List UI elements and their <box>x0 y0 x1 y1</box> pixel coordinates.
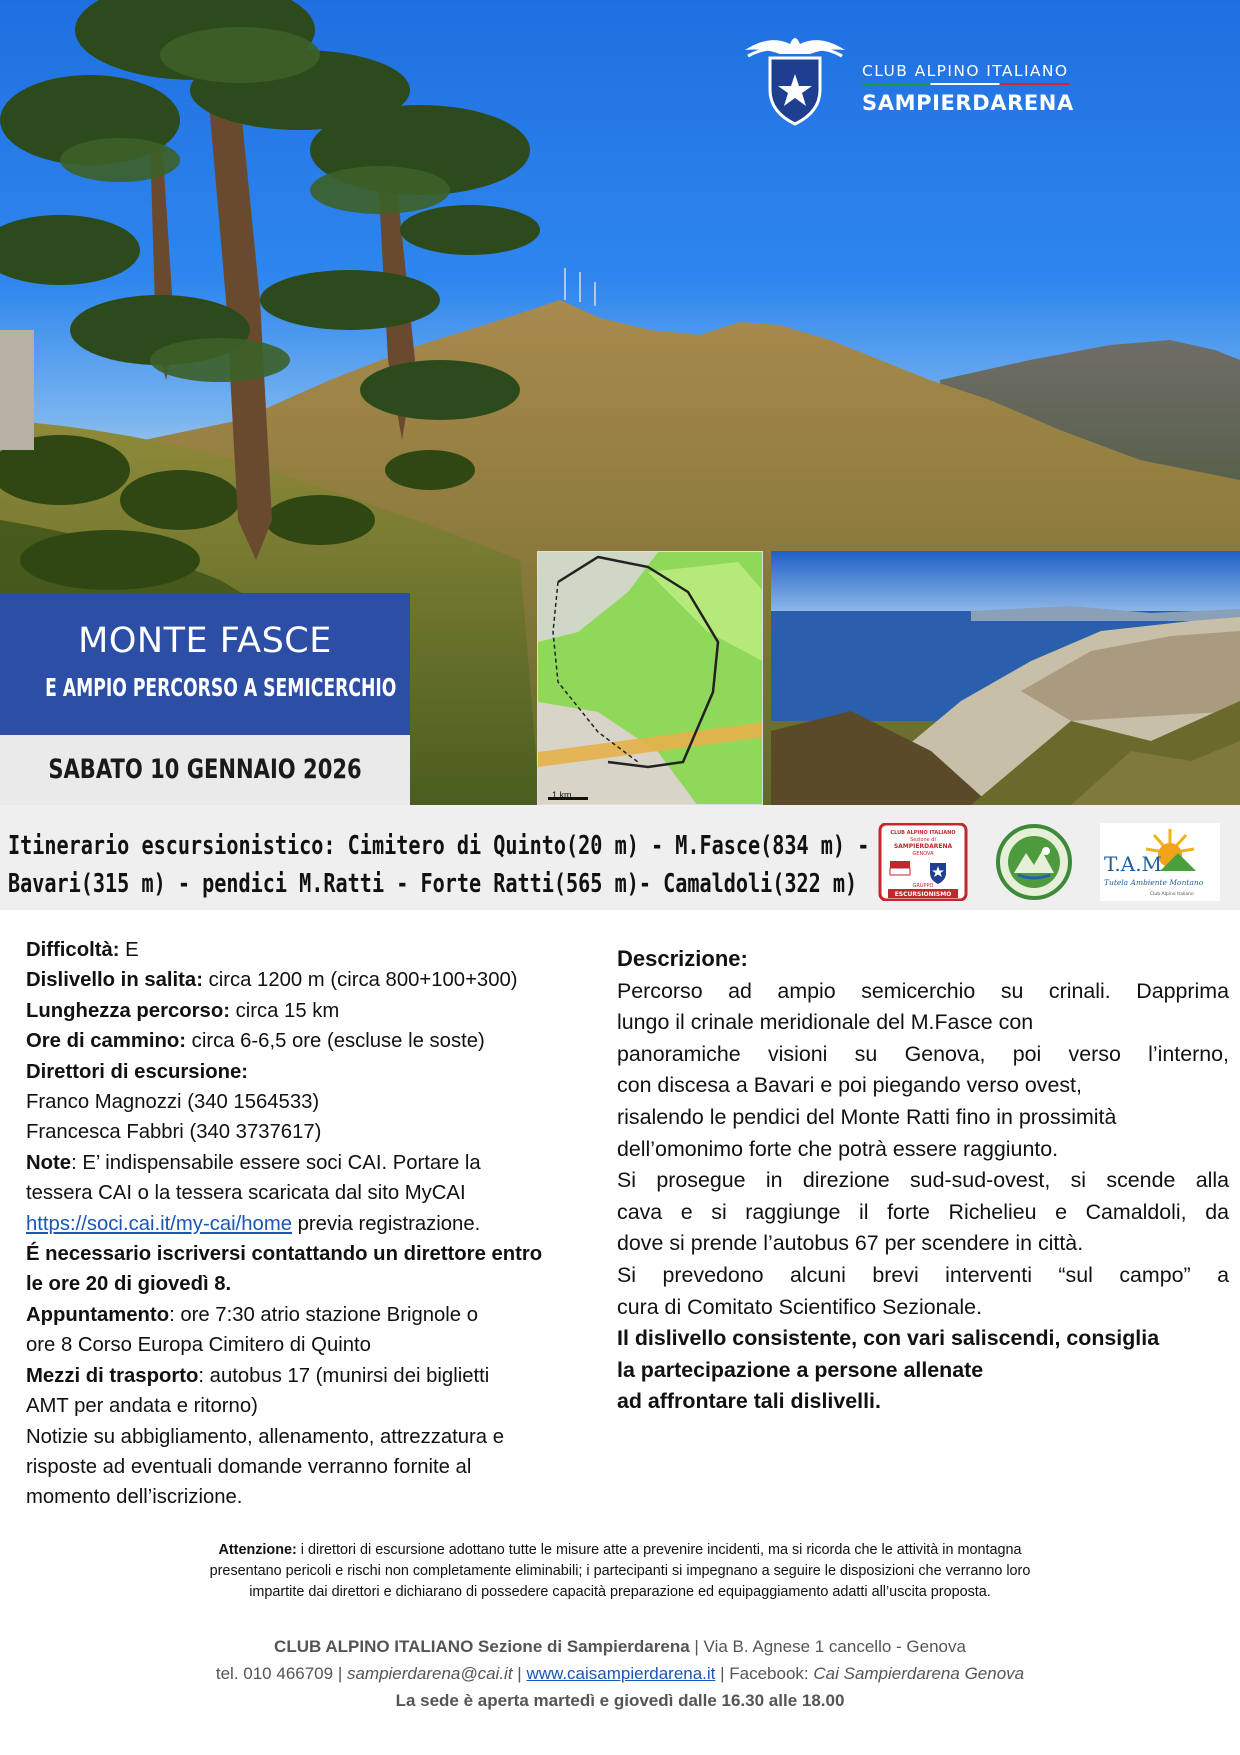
itinerary-line1: Itinerario escursionistico: Cimitero di Quinto(20 m) - M.Fasce(834 m) - <box>8 831 870 861</box>
notizie-text-1: Notizie su abbigliamento, allenamento, attrezzatura e <box>26 1425 505 1448</box>
route-map-image <box>538 552 763 805</box>
iscrizione-line2 <box>26 1269 591 1299</box>
footer-facebook[interactable]: Cai Sampierdarena Genova <box>813 1664 1025 1683</box>
notizie-text-2: risposte ad eventuali domande verranno fornite al <box>26 1455 472 1478</box>
ore-label: Ore di cammino: <box>26 1030 187 1053</box>
note-label: Note <box>26 1151 72 1174</box>
description-column <box>617 943 1229 1418</box>
dislivello-row <box>26 965 591 995</box>
note-text-3: previa registrazione. <box>292 1212 481 1235</box>
lunghezza-row <box>26 996 591 1026</box>
footer-tel: tel. 010 466709 | <box>215 1664 347 1683</box>
note-text-2: tessera CAI o la tessera scaricata dal sito MyCAI <box>26 1182 466 1205</box>
mezzi-row <box>26 1361 591 1391</box>
lunghezza-label: Lunghezza percorso: <box>26 999 230 1022</box>
direttore-2: Francesca Fabbri (340 3737617) <box>26 1121 322 1144</box>
lunghezza-value: circa 15 km <box>229 999 340 1022</box>
description-bold-1: Il dislivello consistente, con vari saliscendi, consiglia <box>617 1326 1160 1351</box>
description-line-5: risalendo le pendici del Monte Ratti fino in prossimità <box>617 1104 1117 1129</box>
footer-facebook-label: | Facebook: <box>715 1664 814 1683</box>
tam-title: T.A.M. <box>1104 852 1169 876</box>
description-bold-3: ad affrontare tali dislivelli. <box>617 1389 881 1414</box>
appuntamento-text-1: : ore 7:30 atrio stazione Brignole o <box>169 1303 478 1326</box>
footer-email[interactable]: sampierdarena@cai.it <box>346 1664 513 1683</box>
description-bold-2: la partecipazione a persone allenate <box>617 1357 984 1382</box>
attention-text-2: presentano pericoli e rischi non completamente eliminabili; i partecipanti si impegnano a seguire le disposizioni che verranno loro <box>209 1563 1031 1579</box>
difficolta-row <box>26 935 591 965</box>
description-line-7: Si prosegue in direzione sud-sud-ovest, si scende alla <box>617 1168 1229 1193</box>
appuntamento-label: Appuntamento <box>26 1303 170 1326</box>
page-title: MONTE FASCE <box>78 621 332 661</box>
badge-text-1: CLUB ALPINO ITALIANO <box>890 830 956 836</box>
description-line-10: Si prevedono alcuni brevi interventi “sul campo” a <box>617 1262 1229 1287</box>
mezzi-text-2: AMT per andata e ritorno) <box>26 1395 258 1418</box>
description-line-4: con discesa a Bavari e poi piegando verso ovest, <box>617 1073 1082 1098</box>
logo-tricolor-rule <box>862 83 1070 85</box>
difficolta-value: E <box>119 939 139 961</box>
ore-value: circa 6-6,5 ore (escluse le soste) <box>186 1030 485 1053</box>
dislivello-value: circa 1200 m (circa 800+100+300) <box>202 969 518 992</box>
gruppo-escursionismo-badge <box>878 823 968 901</box>
badge-text-3: SAMPIERDARENA <box>893 843 953 850</box>
footer-line-1 <box>60 1633 1180 1660</box>
footer-line-3 <box>60 1687 1180 1714</box>
itinerary-line2: Bavari(315 m) - pendici M.Ratti - Forte Ratti(565 m)- Camaldoli(322 m) <box>8 869 858 899</box>
badge-text-2: Sezione di <box>910 837 936 843</box>
direttore-1: Franco Magnozzi (340 1564533) <box>26 1091 320 1114</box>
footer-line-2 <box>60 1660 1180 1687</box>
ore-row <box>26 1026 591 1056</box>
description-line-1: Percorso ad ampio semicerchio su crinali. Dapprima <box>617 978 1229 1003</box>
route-map <box>537 551 763 805</box>
description-line-9: dove si prende l’autobus 67 per scendere in città. <box>617 1231 1084 1256</box>
footer-sep: | <box>512 1664 527 1683</box>
description-title: Descrizione: <box>617 946 748 971</box>
page-subtitle: E AMPIO PERCORSO A SEMICERCHIO <box>45 673 397 702</box>
direttori-row <box>26 1057 591 1087</box>
title-panel <box>0 593 410 735</box>
tam-subtitle: Tutela Ambiente Montano <box>1104 878 1204 887</box>
footer <box>60 1633 1180 1714</box>
map-scale-label: 1 km <box>552 790 572 800</box>
hero-photo <box>0 0 1240 805</box>
attention-label: Attenzione: <box>218 1542 297 1558</box>
note-text-1: : E’ indispensabile essere soci CAI. Portare la <box>71 1151 481 1174</box>
footer-website-link[interactable]: www.caisampierdarena.it <box>526 1664 716 1683</box>
attention-line-1 <box>60 1540 1180 1561</box>
description-line-8: cava e si raggiunge il forte Richelieu e Camaldoli, da <box>617 1199 1229 1224</box>
logo-line1: CLUB ALPINO ITALIANO <box>862 62 1069 80</box>
description-line-2: lungo il crinale meridionale del M.Fasce con <box>617 1010 1034 1035</box>
appuntamento-text-2: ore 8 Corso Europa Cimitero di Quinto <box>26 1334 371 1357</box>
tam-badge <box>1100 823 1220 901</box>
tam-tiny: Club Alpino Italiano <box>1150 892 1194 897</box>
comitato-scientifico-badge <box>994 823 1074 901</box>
itinerary-text <box>8 827 870 903</box>
mezzi-text-1: : autobus 17 (munirsi dei biglietti <box>198 1364 490 1387</box>
difficolta-label: Difficoltà: <box>26 939 120 961</box>
direttori-label: Direttori di escursione: <box>26 1060 249 1083</box>
description-line-6: dell’omonimo forte che potrà essere raggiunto. <box>617 1136 1059 1161</box>
details-column <box>26 935 591 1513</box>
appuntamento-row <box>26 1300 591 1330</box>
badge-text-4: GENOVA <box>912 851 934 857</box>
mycai-link[interactable]: https://soci.cai.it/my-cai/home <box>26 1212 292 1235</box>
description-line-11: cura di Comitato Scientifico Sezionale. <box>617 1294 983 1319</box>
genova-panorama-image <box>771 551 1240 805</box>
notizie-text-3: momento dell’iscrizione. <box>26 1486 243 1509</box>
note-row-3 <box>26 1209 591 1239</box>
cai-logo <box>740 28 1074 128</box>
attention-text-3: impartite dai direttori e dichiarano di possedere capacità preparazione ed equipaggiamento adatti all’uscita proposta. <box>249 1584 991 1600</box>
mezzi-label: Mezzi di trasporto <box>26 1364 199 1387</box>
event-date: SABATO 10 GENNAIO 2026 <box>48 754 362 785</box>
note-row <box>26 1148 591 1178</box>
badge-text-6: ESCURSIONISMO <box>894 891 952 898</box>
attention-text-1: i direttori di escursione adottano tutte le misure atte a prevenire incidenti, ma si ricorda che le attività in montagna <box>296 1542 1022 1558</box>
badge-text-5: GRUPPO <box>912 883 934 889</box>
iscrizione-text-2: le ore 20 di giovedì 8. <box>26 1273 232 1296</box>
date-panel <box>0 735 410 805</box>
dislivello-label: Dislivello in salita: <box>26 969 203 992</box>
attention-notice <box>60 1540 1180 1603</box>
eagle-shield-icon <box>740 28 850 128</box>
footer-org: CLUB ALPINO ITALIANO Sezione di Sampierdarena <box>274 1637 690 1656</box>
description-line-3: panoramiche visioni su Genova, poi verso l’interno, <box>617 1041 1229 1066</box>
footer-address: | Via B. Agnese 1 cancello - Genova <box>689 1637 966 1656</box>
iscrizione-text-1: É necessario iscriversi contattando un direttore entro <box>26 1243 543 1266</box>
itinerary-bar <box>0 805 1240 910</box>
iscrizione-line1 <box>26 1239 591 1269</box>
footer-hours: La sede è aperta martedì e giovedì dalle 16.30 alle 18.00 <box>395 1691 845 1710</box>
panorama-photo <box>771 551 1240 805</box>
logo-line2: SAMPIERDARENA <box>862 91 1074 115</box>
